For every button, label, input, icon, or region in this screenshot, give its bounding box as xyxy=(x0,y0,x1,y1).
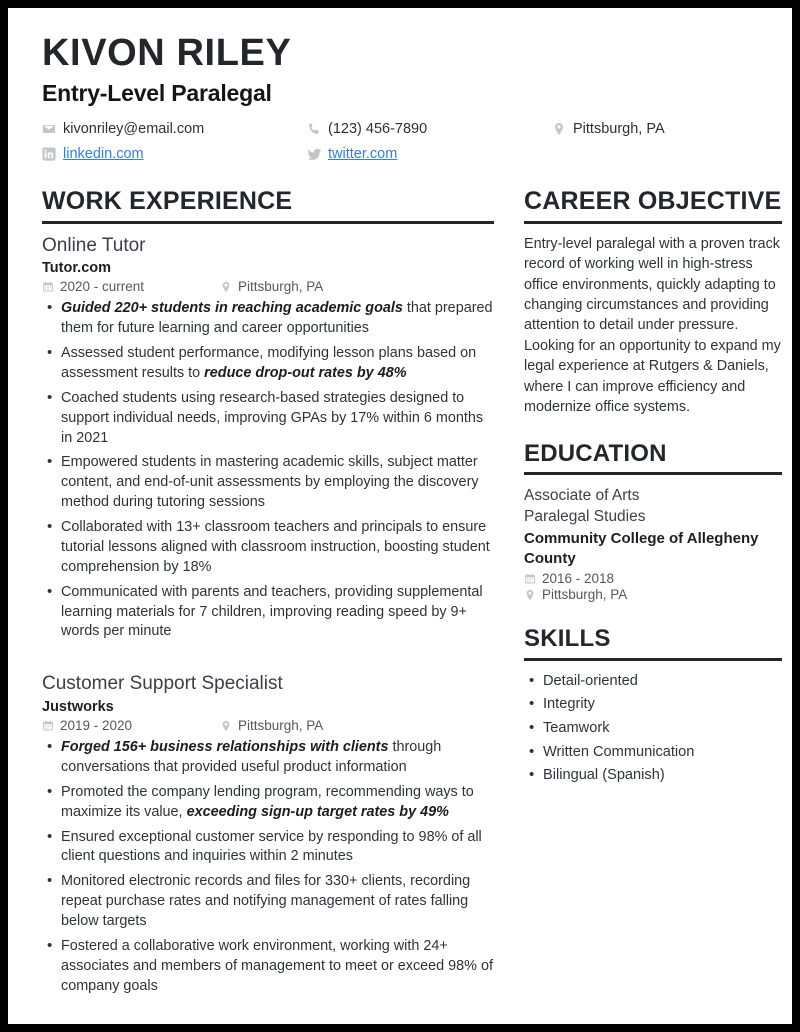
career-objective-heading: CAREER OBJECTIVE xyxy=(524,187,782,216)
job-company: Justworks xyxy=(42,699,114,716)
bullet-highlight: Forged 156+ business relationships with clients xyxy=(61,739,389,756)
resume-header xyxy=(34,34,766,163)
spacer xyxy=(42,656,494,672)
heading-rule xyxy=(524,472,782,475)
map-pin-icon xyxy=(220,720,232,732)
list-item: • Empowered students in mastering academic skills, subject matter content, and end-of-unit assessments by employing the discovery method during tutoring sessions xyxy=(42,453,494,513)
bullet-text: that prepared them for future learning and career opportunities xyxy=(61,300,493,337)
education-location xyxy=(524,587,782,602)
skills-list xyxy=(524,671,782,787)
bullet-text: Assessed student performance, modifying lesson plans based on assessment results to xyxy=(61,345,477,381)
list-item: • Fostered a collaborative work environment, working with 24+ associates and members of management to meet or exceed 98% of company goals xyxy=(42,937,494,997)
list-item: • Monitored electronic records and files for 330+ clients, recording repeat purchase rates and notifying management of rates falling below targets xyxy=(42,872,494,932)
phone-icon xyxy=(307,122,321,136)
spacer xyxy=(524,603,782,625)
job-location-text: Pittsburgh, PA xyxy=(238,718,324,734)
education-degree: Associate of Arts xyxy=(524,487,640,505)
left-column xyxy=(42,187,494,1010)
list-item: • Teamwork xyxy=(524,718,782,739)
heading-rule xyxy=(524,658,782,661)
job-company: Tutor.com xyxy=(42,260,112,277)
job-location xyxy=(220,718,323,733)
list-item: • Collaborated with 13+ classroom teachers and principals to ensure tutorial lessons aligned with classroom instruction, boosting student comprehension by 18% xyxy=(42,518,494,578)
map-pin-icon xyxy=(220,281,232,293)
bullet-text: through conversations that provided useful product information xyxy=(61,739,442,775)
bullet-highlight: exceeding sign-up target rates by 49% xyxy=(186,803,449,820)
job-title-subtitle: Entry-Level Paralegal xyxy=(42,79,272,106)
map-pin-icon xyxy=(524,589,536,601)
contact-email-text: kivonriley@email.com xyxy=(63,120,205,137)
list-item xyxy=(42,783,494,823)
bullet-highlight: Guided 220+ students in reaching academic goals xyxy=(61,300,403,317)
section-skills xyxy=(524,625,782,786)
calendar-icon xyxy=(524,573,536,585)
job-dates xyxy=(42,718,212,733)
job-bullet-list xyxy=(42,738,494,997)
job-location-text: Pittsburgh, PA xyxy=(238,279,324,295)
twitter-icon xyxy=(307,147,321,161)
section-career-objective xyxy=(524,187,782,418)
education-school: Community College of Allegheny County xyxy=(524,530,759,567)
list-item xyxy=(42,344,494,384)
education-dates-text: 2016 - 2018 xyxy=(542,571,615,587)
envelope-icon xyxy=(42,122,56,136)
education-location-text: Pittsburgh, PA xyxy=(542,587,628,603)
contact-email xyxy=(42,120,307,138)
education-dates xyxy=(524,571,782,586)
list-item: • Written Communication xyxy=(524,742,782,763)
list-item xyxy=(42,738,494,778)
job-role: Customer Support Specialist xyxy=(42,673,283,695)
contact-phone xyxy=(307,120,552,138)
job-meta xyxy=(42,279,494,294)
resume-body xyxy=(34,187,782,1010)
list-item: • Integrity xyxy=(524,694,782,715)
career-objective-text: Entry-level paralegal with a proven track record of working well in high-stress office environments, quickly adapting to changing circumstances and providing attention to detail under pressure. Looking for an opportunity to expand my legal experience at Rutgers & Daniels, where I can improve efficiency and modernize office systems. xyxy=(524,235,781,416)
list-item: • Detail-oriented xyxy=(524,671,782,692)
job-dates-text: 2019 - 2020 xyxy=(60,718,133,734)
skills-heading: SKILLS xyxy=(524,625,611,653)
work-experience-heading: WORK EXPERIENCE xyxy=(42,187,293,216)
calendar-icon xyxy=(42,720,54,732)
list-item: • Coached students using research-based strategies designed to support individual needs, improving GPAs by 17% within 6 months in 2021 xyxy=(42,389,494,449)
section-work-experience xyxy=(42,187,494,996)
job-dates xyxy=(42,279,212,294)
contact-linkedin[interactable] xyxy=(42,145,307,163)
job-entry xyxy=(42,234,494,643)
bullet-highlight: reduce drop-out rates by 48% xyxy=(204,364,407,381)
list-item: • Communicated with parents and teachers, providing supplemental learning materials for 7 children, improving reading speed by 9+ words per minute xyxy=(42,583,494,643)
list-item: • Ensured exceptional customer service by responding to 98% of all client questions and inquiries within 2 minutes xyxy=(42,828,494,868)
heading-rule xyxy=(524,221,782,224)
right-column xyxy=(524,187,782,1010)
contact-linkedin-link[interactable]: linkedin.com xyxy=(63,146,144,163)
education-heading: EDUCATION xyxy=(524,439,667,467)
map-pin-icon xyxy=(552,122,566,136)
contact-twitter[interactable] xyxy=(307,145,552,163)
list-item xyxy=(42,299,494,339)
job-dates-text: 2020 - current xyxy=(60,279,145,295)
job-bullet-list xyxy=(42,299,494,642)
bullet-text: Promoted the company lending program, recommending ways to maximize its value, xyxy=(61,783,474,820)
contact-info-grid xyxy=(42,120,758,163)
spacer xyxy=(524,418,782,440)
page-title: KIVON RILEY xyxy=(42,32,292,74)
calendar-icon xyxy=(42,281,54,293)
contact-phone-text: (123) 456-7890 xyxy=(328,120,428,137)
list-item: • Bilingual (Spanish) xyxy=(524,765,782,786)
contact-twitter-link[interactable]: twitter.com xyxy=(328,146,398,163)
job-entry xyxy=(42,672,494,996)
contact-location xyxy=(552,120,758,138)
resume-page xyxy=(8,8,792,1024)
linkedin-icon xyxy=(42,147,56,161)
job-role: Online Tutor xyxy=(42,234,146,256)
job-location xyxy=(220,279,323,294)
heading-rule xyxy=(42,221,494,224)
job-meta xyxy=(42,718,494,733)
education-field: Paralegal Studies xyxy=(524,508,646,526)
contact-location-text: Pittsburgh, PA xyxy=(573,120,665,137)
education-entry xyxy=(524,485,782,602)
section-education xyxy=(524,440,782,602)
